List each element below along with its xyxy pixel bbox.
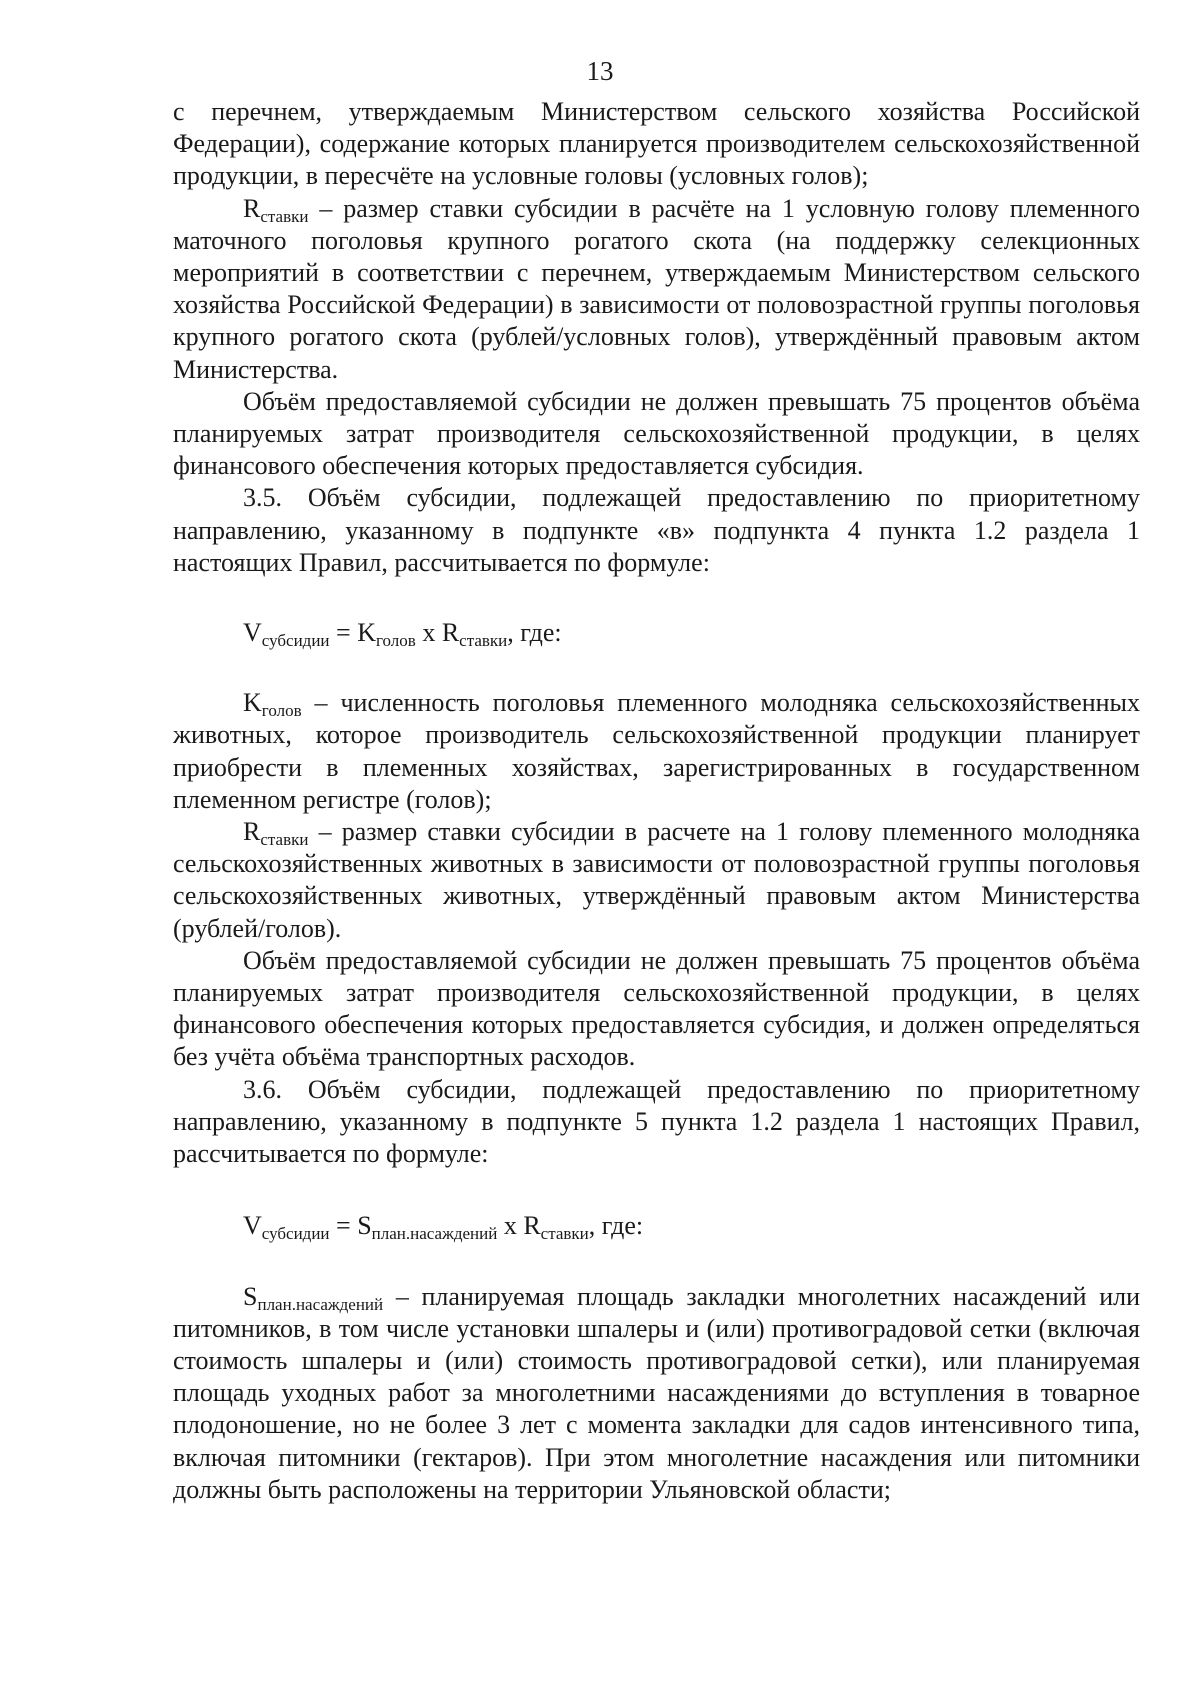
symbol-s: S bbox=[243, 1281, 258, 1311]
formula-r-sub: ставки bbox=[540, 1224, 589, 1244]
document-body bbox=[173, 96, 1140, 1506]
definition-text: – размер ставки субсидии в расчете на 1 голову племенного молодняка сельскохозяйственных животных в зависимости от половозрастной группы поголовья сельскохозяйственных животных, утверждённый правовым актом Министерства (рублей/голов). bbox=[173, 817, 1140, 943]
formula-v-sub: субсидии bbox=[261, 1224, 330, 1244]
formula-v: V bbox=[243, 618, 262, 648]
formula-k: K bbox=[357, 618, 376, 648]
formula-v: V bbox=[243, 1211, 262, 1241]
formula-r: R bbox=[523, 1211, 541, 1241]
symbol-subscript: голов bbox=[261, 701, 302, 721]
definition-k-golov bbox=[173, 687, 1140, 816]
symbol-k: K bbox=[243, 688, 262, 718]
formula-r-sub: ставки bbox=[459, 631, 508, 651]
formula-s: S bbox=[357, 1211, 372, 1241]
formula-tail: , где: bbox=[588, 1211, 644, 1241]
definition-text: – численность поголовья племенного молодняка сельскохозяйственных животных, которое производитель сельскохозяйственной продукции планирует приобрести в племенных хозяйствах, зарегистрированных в государственном племенном регистре (голов); bbox=[173, 688, 1140, 814]
formula-x: x bbox=[415, 618, 442, 648]
symbol-r: R bbox=[243, 817, 261, 847]
definition-r-stavki-1 bbox=[173, 193, 1140, 386]
formula-tail: , где: bbox=[507, 618, 562, 648]
formula-3-6 bbox=[173, 1210, 1140, 1242]
formula-k-sub: голов bbox=[375, 631, 416, 651]
formula-v-sub: субсидии bbox=[261, 631, 330, 651]
formula-eq: = bbox=[329, 618, 358, 648]
formula-3-5 bbox=[173, 617, 1140, 649]
paragraph-3-6: 3.6. Объём субсидии, подлежащей предоставлению по приоритетному направлению, указанному в подпункте 5 пункта 1.2 раздела 1 настоящих Правил, рассчитывается по формуле: bbox=[173, 1074, 1140, 1169]
definition-r-stavki-2 bbox=[173, 816, 1140, 945]
paragraph-limit-2: Объём предоставляемой субсидии не должен превышать 75 процентов объёма планируемых затрат производителя сельскохозяйственной продукции, в целях финансового обеспечения которых предоставляется субсидия, и должен определяться без учёта объёма транспортных расходов. bbox=[173, 945, 1140, 1072]
formula-r: R bbox=[441, 618, 460, 648]
definition-s-plan bbox=[173, 1281, 1140, 1506]
definition-text: – планируемая площадь закладки многолетних насаждений или питомников, в том числе установки шпалеры и (или) противоградовой сетки (включая стоимость шпалеры и (или) стоимость противоградовой сетки), или планируемая площадь уходных работ за многолетними насаждениями до вступления в товарное плодоношение, но не более 3 лет с момента закладки для садов интенсивного типа, включая питомники (гектаров). При этом многолетние насаждения или питомники должны быть расположены на территории Ульяновской области; bbox=[173, 1281, 1140, 1504]
formula-x: x bbox=[497, 1211, 524, 1241]
formula-eq: = bbox=[329, 1211, 358, 1241]
symbol-subscript: ставки bbox=[260, 830, 309, 850]
page-number: 13 bbox=[586, 56, 614, 86]
paragraph-3-5: 3.5. Объём субсидии, подлежащей предоставлению по приоритетному направлению, указанному в подпункте «в» подпункта 4 пункта 1.2 раздела 1 настоящих Правил, рассчитывается по формуле: bbox=[173, 483, 1140, 577]
definition-text: – размер ставки субсидии в расчёте на 1 условную голову племенного маточного поголовья крупного рогатого скота (на поддержку селекционных мероприятий в соответствии с перечнем, утверждаемым Министерством сельского хозяйства Российской Федерации) в зависимости от половозрастной группы поголовья крупного рогатого скота (рублей/условных голов), утверждённый правовым актом Министерства. bbox=[173, 193, 1140, 384]
paragraph-limit-1: Объём предоставляемой субсидии не должен превышать 75 процентов объёма планируемых затрат производителя сельскохозяйственной продукции, в целях финансового обеспечения которых предоставляется субсидия. bbox=[173, 386, 1140, 481]
symbol-r: R bbox=[243, 193, 261, 223]
symbol-subscript: план.насаждений bbox=[257, 1294, 384, 1314]
formula-s-sub: план.насаждений bbox=[371, 1224, 498, 1244]
symbol-subscript: ставки bbox=[260, 206, 309, 226]
paragraph-continuation: с перечнем, утверждаемым Министерством сельского хозяйства Российской Федерации), содержание которых планируется производителем сельскохозяйственной продукции, в пересчёте на условные головы (условных голов); bbox=[173, 97, 1140, 191]
